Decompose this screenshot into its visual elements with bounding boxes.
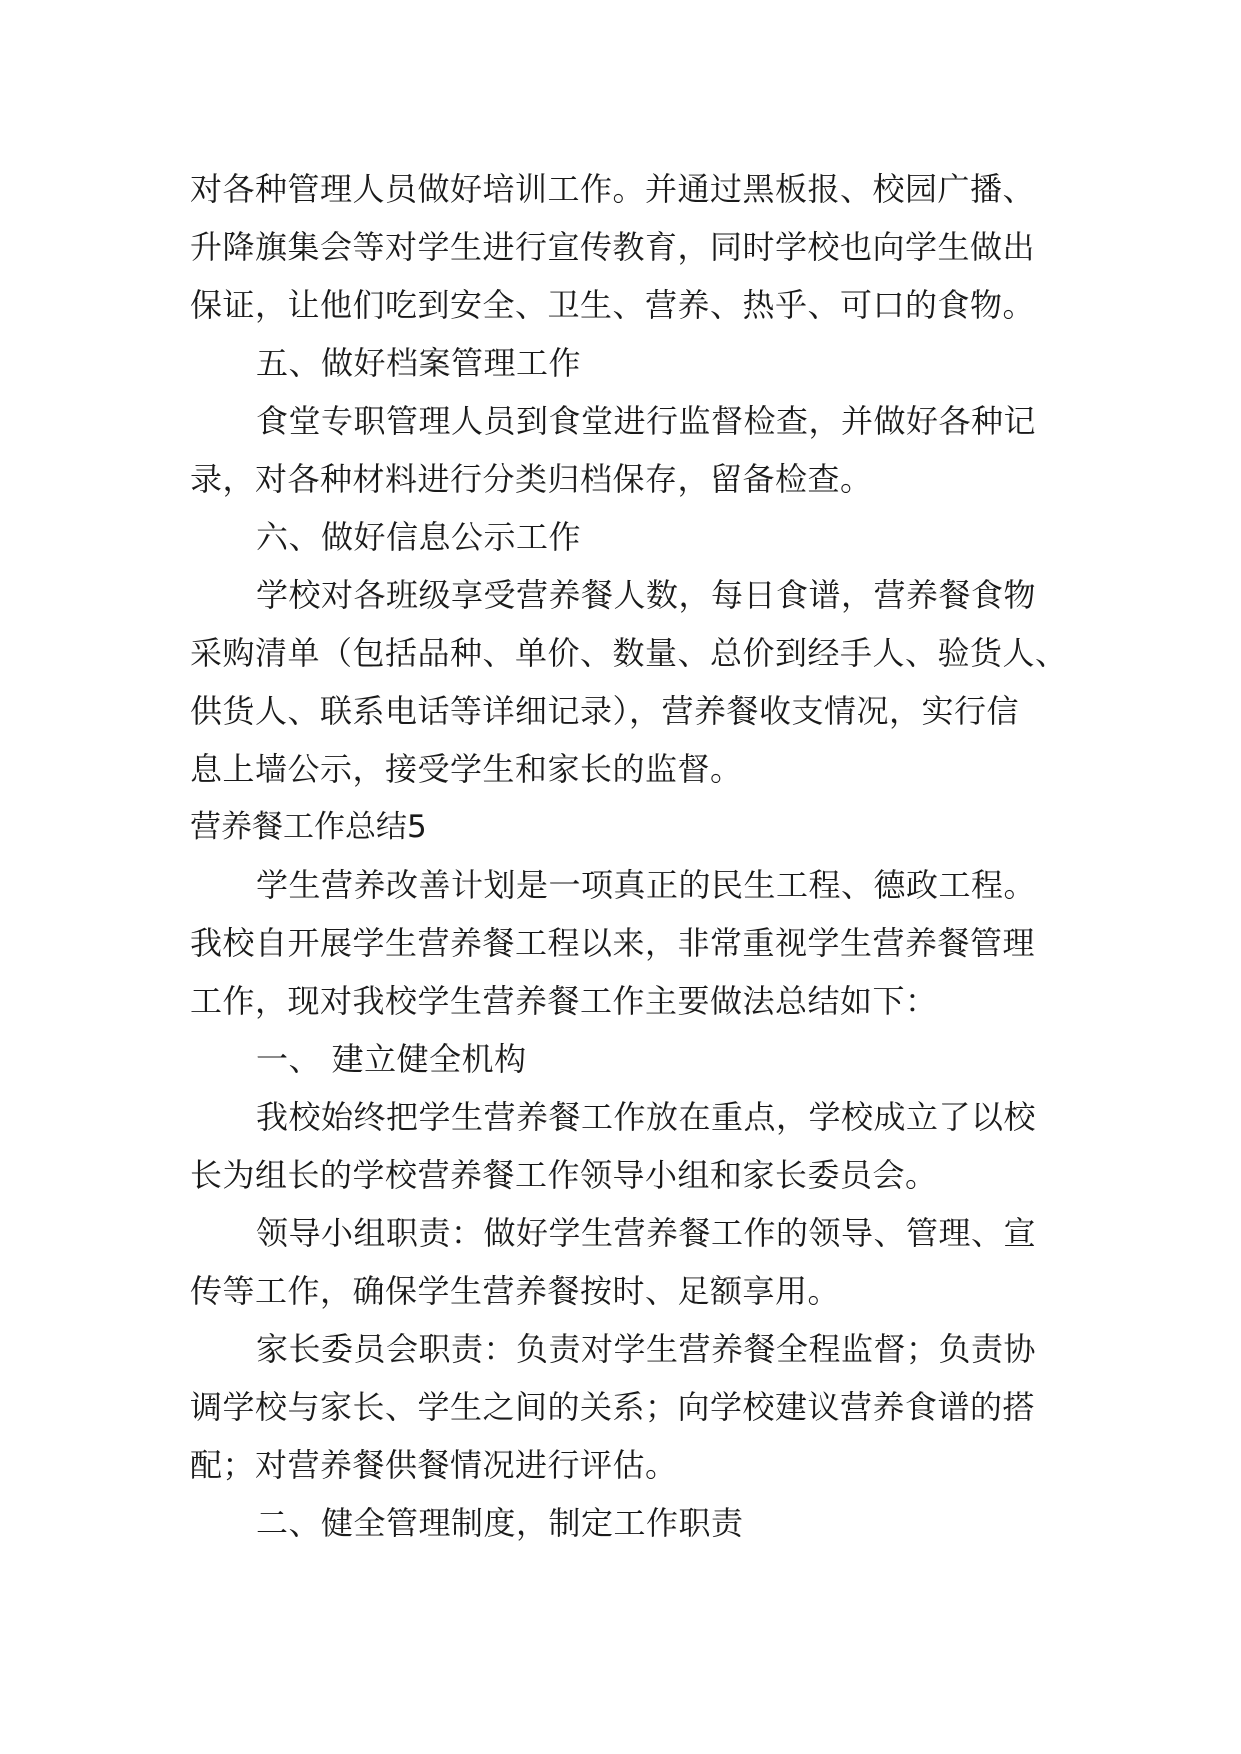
text-line: 供货人、联系电话等详细记录），营养餐收支情况，实行信 [190,692,1020,730]
section-heading-5: 五、做好档案管理工作 [256,344,582,382]
text-line: 对各种管理人员做好培训工作。并通过黑板报、校园广播、 [190,170,1036,208]
text-line: 家长委员会职责：负责对学生营养餐全程监督；负责协 [256,1330,1037,1368]
text-line: 传等工作，确保学生营养餐按时、足额享用。 [190,1272,841,1310]
text-line: 配；对营养餐供餐情况进行评估。 [190,1446,678,1484]
text-line: 领导小组职责：做好学生营养餐工作的领导、管理、宣 [256,1214,1037,1252]
text-line: 学校对各班级享受营养餐人数，每日食谱，营养餐食物 [256,576,1037,614]
text-line: 调学校与家长、学生之间的关系；向学校建议营养食谱的搭 [190,1388,1036,1426]
text-line: 长为组长的学校营养餐工作领导小组和家长委员会。 [190,1156,938,1194]
text-line: 工作，现对我校学生营养餐工作主要做法总结如下： [190,982,938,1020]
section-heading-6: 六、做好信息公示工作 [256,518,582,556]
text-line: 升降旗集会等对学生进行宣传教育，同时学校也向学生做出 [190,228,1036,266]
text-line: 食堂专职管理人员到食堂进行监督检查，并做好各种记 [256,402,1037,440]
text-line: 采购清单（包括品种、单价、数量、总价到经手人、验货人、 [190,634,1068,672]
text-line: 我校始终把学生营养餐工作放在重点，学校成立了以校 [256,1098,1037,1136]
text-line: 学生营养改善计划是一项真正的民生工程、德政工程。 [256,866,1037,904]
document-body [190,160,1070,1552]
text-line: 录，对各种材料进行分类归档保存，留备检查。 [190,460,873,498]
section-heading-2: 二、健全管理制度，制定工作职责 [256,1504,744,1542]
text-line: 保证，让他们吃到安全、卫生、营养、热乎、可口的食物。 [190,286,1036,324]
document-section-title: 营养餐工作总结5 [190,809,427,845]
text-line: 息上墙公示，接受学生和家长的监督。 [190,750,743,788]
section-heading-1: 一、 建立健全机构 [256,1040,527,1078]
text-line: 我校自开展学生营养餐工程以来，非常重视学生营养餐管理 [190,924,1036,962]
